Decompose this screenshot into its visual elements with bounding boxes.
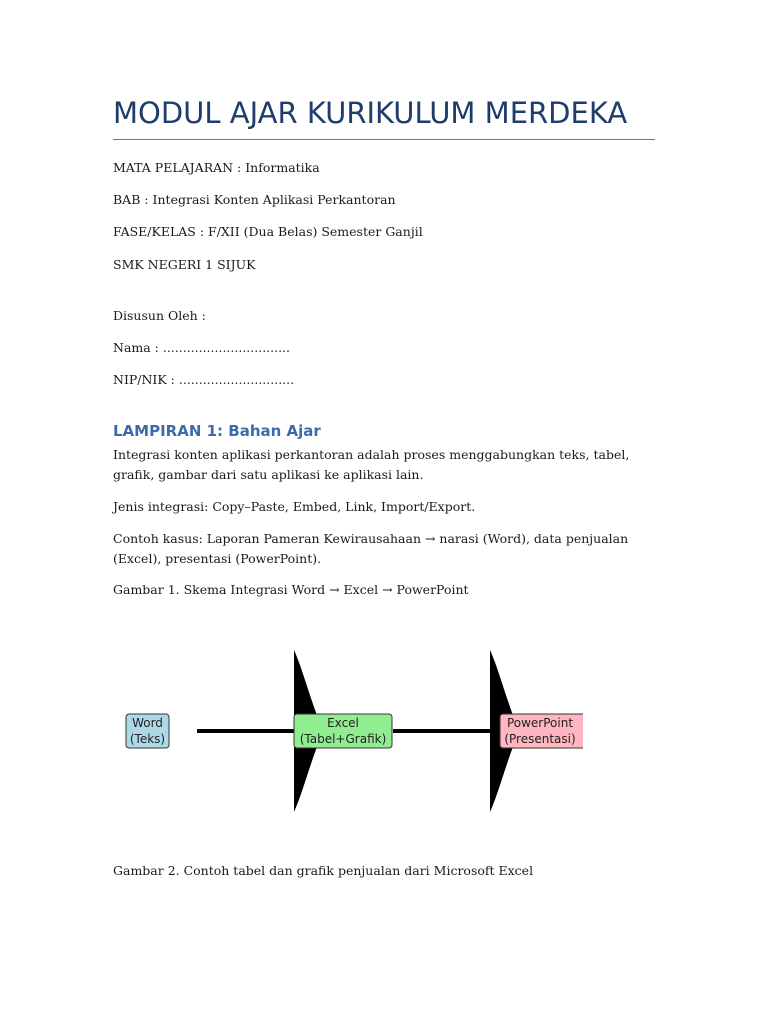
appendix-paragraph-3: Contoh kasus: Laporan Pameran Kewirausahaan → narasi (Word), data penjualan (Excel), presentasi (PowerPoint). [113,531,629,566]
node-powerpoint-label-1: PowerPoint [506,716,574,730]
appendix-heading: LAMPIRAN 1: Bahan Ajar [113,422,321,440]
node-word [126,714,169,748]
node-powerpoint [500,714,583,748]
node-word-label-1: Word [132,716,163,730]
title-underline [113,139,655,140]
integration-diagram-svg [113,608,583,848]
node-excel [294,714,392,748]
integration-diagram [113,608,583,848]
node-excel-label-1: Excel [327,716,359,730]
node-word-label-2: (Teks) [129,732,166,746]
phase-class-line: FASE/KELAS : F/XII (Dua Belas) Semester Ganjil [113,224,423,239]
figure-1-caption: Gambar 1. Skema Integrasi Word → Excel → PowerPoint [113,582,469,597]
subject-line: MATA PELAJARAN : Informatika [113,160,320,175]
author-label: Disusun Oleh : [113,308,206,323]
school-line: SMK NEGERI 1 SIJUK [113,257,256,272]
author-nip: NIP/NIK : ............................. [113,372,295,387]
node-powerpoint-label-2: (Presentasi) [504,732,576,746]
document-title: MODUL AJAR KURIKULUM MERDEKA [113,96,628,130]
chapter-line: BAB : Integrasi Konten Aplikasi Perkantoran [113,192,396,207]
appendix-paragraph-1: Integrasi konten aplikasi perkantoran adalah proses menggabungkan teks, tabel, grafik, gambar dari satu aplikasi ke aplikasi lain. [113,447,630,482]
figure-2-caption: Gambar 2. Contoh tabel dan grafik penjualan dari Microsoft Excel [113,863,534,878]
author-name: Nama : ................................ [113,340,291,355]
node-excel-label-2: (Tabel+Grafik) [299,732,387,746]
appendix-paragraph-2: Jenis integrasi: Copy–Paste, Embed, Link, Import/Export. [113,499,476,514]
